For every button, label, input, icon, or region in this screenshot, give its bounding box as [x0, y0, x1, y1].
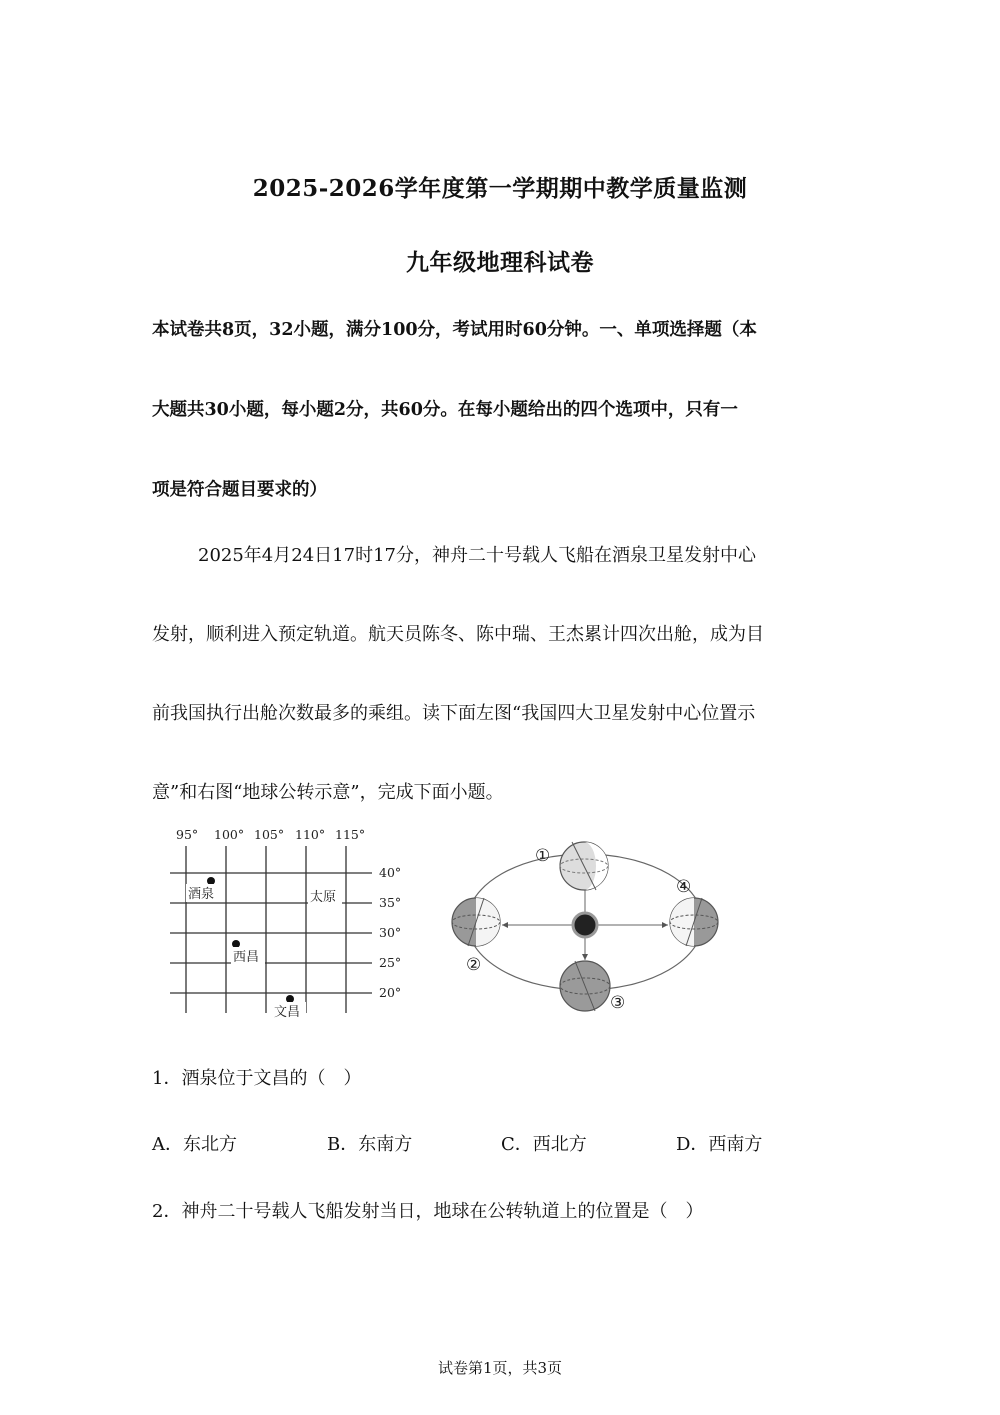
site-label-wenchang: 文昌	[274, 1005, 301, 1020]
position-label-3: ③	[610, 993, 626, 1013]
site-label-taiyuan: 太原	[310, 890, 337, 905]
position-label-2: ②	[466, 955, 482, 975]
passage-line: 前我国执行出舱次数最多的乘组。读下面左图“我国四大卫星发射中心位置示	[152, 703, 756, 724]
longitude-label: 95°	[176, 827, 199, 842]
longitude-label: 100°	[214, 827, 245, 842]
question-1-option-d: D．西南方	[676, 1134, 763, 1155]
latitude-label: 20°	[379, 985, 402, 1000]
exam-title: 2025-2026学年度第一学期期中教学质量监测	[252, 175, 748, 202]
latitude-label: 30°	[379, 925, 402, 940]
latitude-label: 25°	[379, 955, 402, 970]
site-marker-xichang	[232, 940, 240, 948]
passage-line: 2025年4月24日17时17分，神舟二十号载人飞船在酒泉卫星发射中心	[198, 545, 756, 566]
exam-subtitle: 九年级地理科试卷	[406, 249, 594, 276]
page-footer: 试卷第1页，共3页	[437, 1359, 563, 1377]
question-1-option-c: C．西北方	[501, 1134, 587, 1155]
earth-globe-icon	[670, 898, 718, 946]
longitude-label: 115°	[335, 827, 366, 842]
earth-revolution-diagram	[440, 830, 730, 1020]
site-marker-jiuquan	[207, 877, 215, 885]
question-1-stem: 1．酒泉位于文昌的（ ）	[152, 1068, 362, 1089]
question-1-option-b: B．东南方	[327, 1134, 413, 1155]
site-marker-wenchang	[286, 995, 294, 1003]
site-label-jiuquan: 酒泉	[188, 887, 215, 902]
instruction-line: 本试卷共8页，32小题，满分100分，考试用时60分钟。一、单项选择题（本	[152, 320, 757, 340]
question-2-stem: 2．神舟二十号载人飞船发射当日，地球在公转轨道上的位置是（ ）	[152, 1201, 704, 1222]
sun-icon	[573, 913, 597, 937]
earth-globe-icon	[452, 898, 500, 946]
position-label-1: ①	[535, 846, 551, 866]
longitude-label: 110°	[295, 827, 326, 842]
earth-globe-icon	[560, 961, 610, 1011]
site-label-xichang: 西昌	[233, 950, 260, 965]
earth-globe-icon	[560, 842, 608, 890]
instruction-line: 大题共30小题，每小题2分，共60分。在每小题给出的四个选项中，只有一	[152, 400, 738, 420]
instruction-line: 项是符合题目要求的）	[152, 480, 327, 500]
launch-site-map	[160, 820, 420, 1025]
question-1-option-a: A．东北方	[152, 1134, 237, 1155]
latitude-label: 40°	[379, 865, 402, 880]
passage-line: 意”和右图“地球公转示意”，完成下面小题。	[152, 782, 504, 803]
longitude-label: 105°	[254, 827, 285, 842]
passage-line: 发射，顺利进入预定轨道。航天员陈冬、陈中瑞、王杰累计四次出舱，成为目	[152, 624, 764, 645]
latitude-label: 35°	[379, 895, 402, 910]
position-label-4: ④	[676, 877, 692, 897]
